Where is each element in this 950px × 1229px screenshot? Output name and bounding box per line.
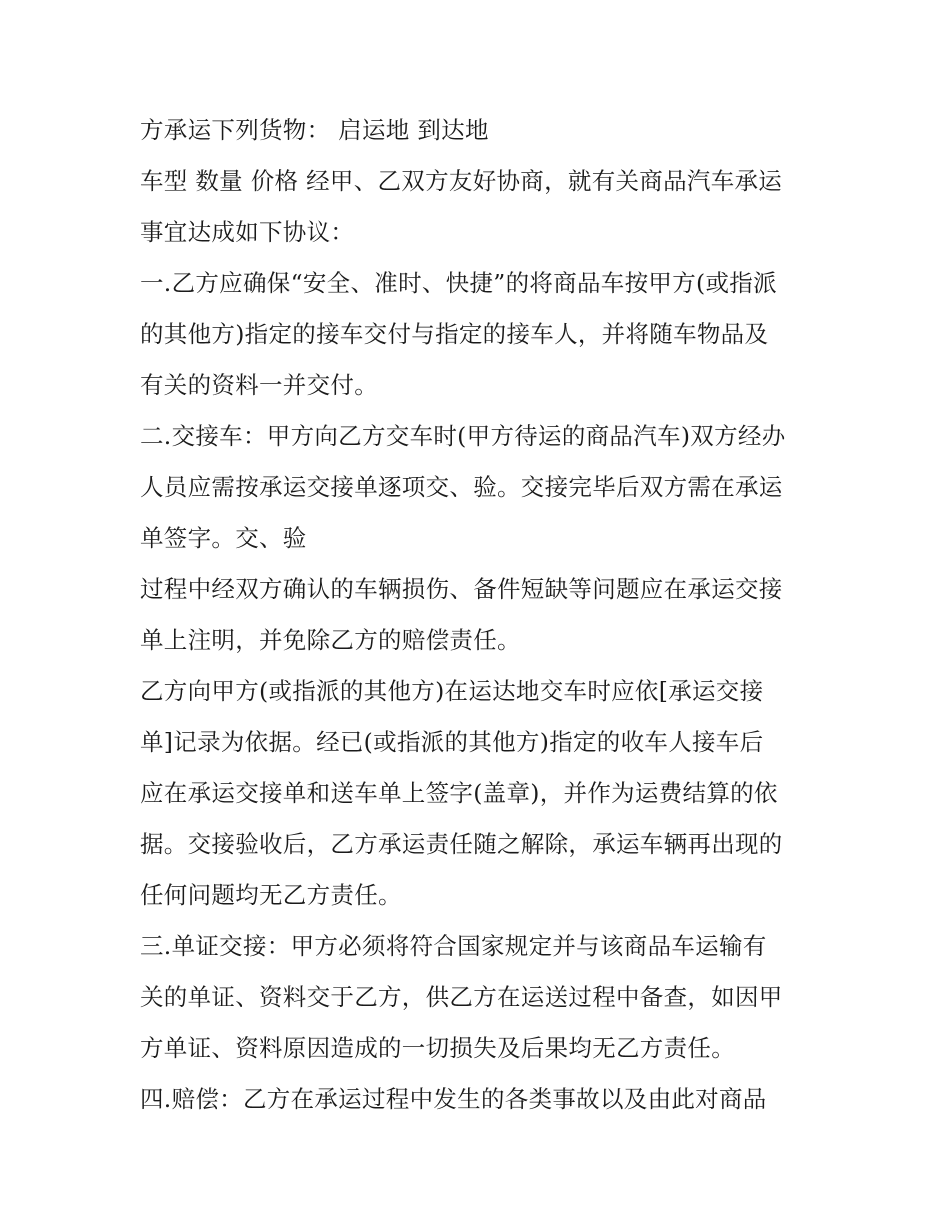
text-line-7: 二.交接车：甲方向乙方交车时(甲方待运的商品汽车)双方经办 (140, 422, 786, 450)
text-line-14: 应在承运交接单和送车单上签字(盖章)，并作为运费结算的依 (140, 779, 778, 807)
text-line-15: 据。交接验收后，乙方承运责任随之解除，承运车辆再出现的 (140, 830, 783, 858)
text-line-18: 关的单证、资料交于乙方，供乙方在运送过程中备查，如因甲 (140, 983, 783, 1011)
text-line-12: 乙方向甲方(或指派的其他方)在运达地交车时应依[承运交接 (140, 677, 764, 705)
text-line-16: 任何问题均无乙方责任。 (140, 881, 402, 909)
text-line-8: 人员应需按承运交接单逐项交、验。交接完毕后双方需在承运 (140, 473, 783, 501)
text-line-13: 单]记录为依据。经已(或指派的其他方)指定的收车人接车后 (140, 728, 764, 756)
text-line-3: 事宜达成如下协议： (140, 218, 355, 246)
text-line-9: 单签字。交、验 (140, 524, 307, 552)
text-line-2: 车型 数量 价格 经甲、乙双方友好协商，就有关商品汽车承运 (140, 167, 783, 195)
text-line-19: 方单证、资料原因造成的一切损失及后果均无乙方责任。 (140, 1034, 735, 1062)
text-line-5: 的其他方)指定的接车交付与指定的接车人，并将随车物品及 (140, 320, 769, 348)
text-line-4: 一.乙方应确保“安全、准时、快捷”的将商品车按甲方(或指派 (140, 269, 777, 297)
text-line-10: 过程中经双方确认的车辆损伤、备件短缺等问题应在承运交接 (140, 575, 783, 603)
text-line-11: 单上注明，并免除乙方的赔偿责任。 (140, 626, 521, 654)
text-line-1: 方承运下列货物： 启运地 到达地 (140, 116, 489, 144)
document-body (140, 108, 830, 1128)
text-line-17: 三.单证交接：甲方必须将符合国家规定并与该商品车运输有 (140, 932, 767, 960)
text-line-20: 四.赔偿：乙方在承运过程中发生的各类事故以及由此对商品 (140, 1085, 767, 1113)
text-line-6: 有关的资料一并交付。 (140, 371, 378, 399)
